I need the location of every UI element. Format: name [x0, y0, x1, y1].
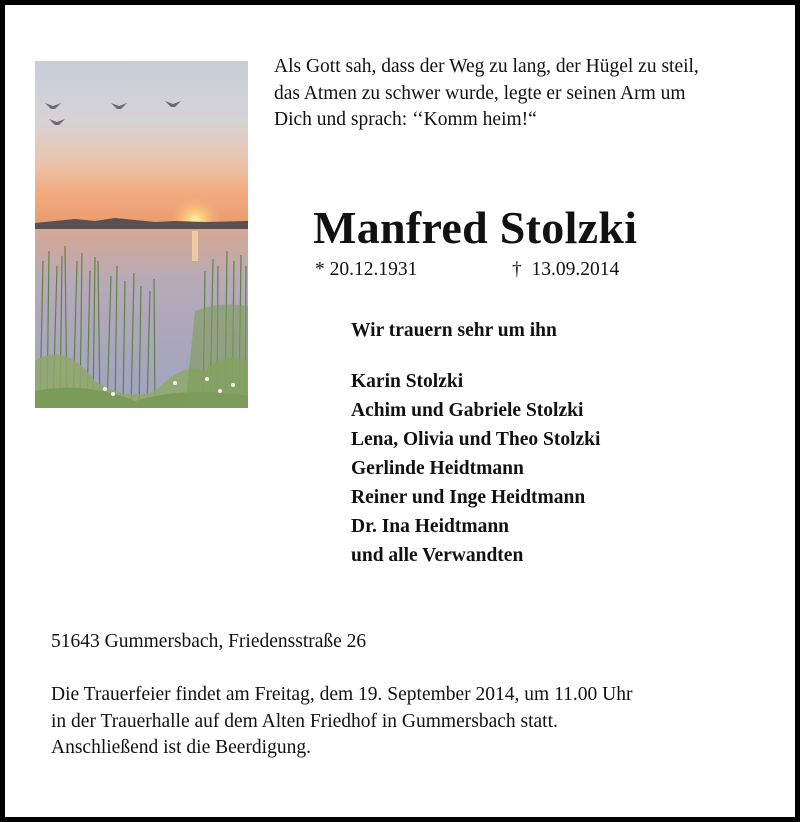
- mourner: Karin Stolzki: [351, 371, 464, 392]
- mourner: und alle Verwandten: [351, 545, 524, 566]
- poem-line: das Atmen zu schwer wurde, legte er seinen Arm um: [274, 82, 686, 104]
- life-dates: [315, 259, 675, 285]
- address: 51643 Gummersbach, Friedensstraße 26: [51, 631, 367, 652]
- sunset-lake-image: [35, 61, 248, 408]
- service-line: in der Trauerhalle auf dem Alten Friedhof in Gummersbach statt.: [51, 710, 558, 732]
- mourner: Lena, Olivia und Theo Stolzki: [351, 429, 601, 450]
- death-date-group: [512, 259, 619, 281]
- service-line: Die Trauerfeier findet am Freitag, dem 19. September 2014, um 11.00 Uhr: [51, 684, 633, 705]
- memorial-photo: [35, 61, 248, 408]
- service-line: Anschließend ist die Beerdigung.: [51, 737, 311, 758]
- mourning-line: Wir trauern sehr um ihn: [351, 320, 557, 341]
- death-date: 13.09.2014: [531, 259, 620, 280]
- mourners-list: [351, 367, 600, 570]
- poem-line: Dich und sprach: ‘‘Komm heim!“: [274, 109, 537, 130]
- mourner: Gerlinde Heidtmann: [351, 458, 524, 479]
- birth-date: * 20.12.1931: [315, 259, 418, 280]
- poem: [274, 54, 774, 134]
- poem-line: Als Gott sah, dass der Weg zu lang, der Hügel zu steil,: [274, 56, 699, 77]
- service-info: [51, 682, 791, 762]
- cross-icon: †: [512, 259, 522, 280]
- mourner: Achim und Gabriele Stolzki: [351, 400, 584, 421]
- mourner: Dr. Ina Heidtmann: [351, 516, 510, 537]
- mourner: Reiner und Inge Heidtmann: [351, 487, 586, 508]
- deceased-name: Manfred Stolzki: [313, 202, 638, 253]
